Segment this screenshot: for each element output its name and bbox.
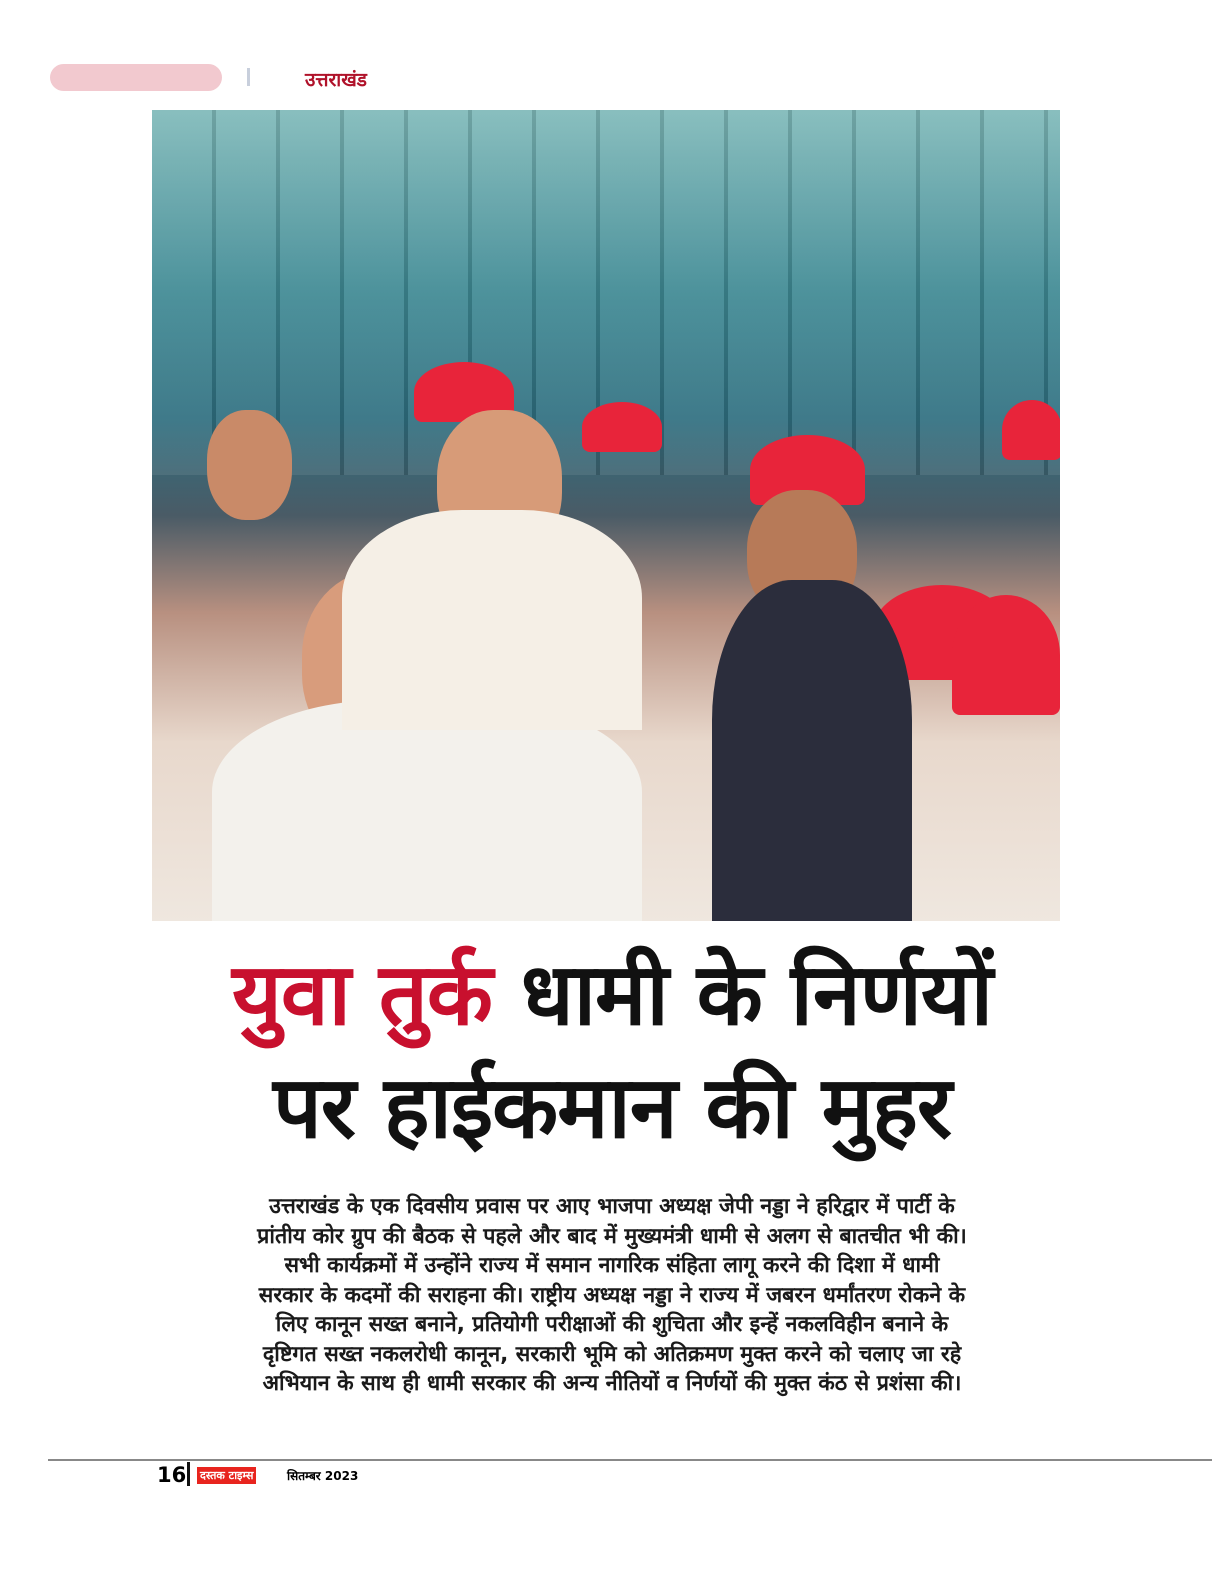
footer-divider bbox=[187, 1462, 190, 1486]
headline-line-1-rest: धामी के निर्णयों bbox=[520, 945, 993, 1045]
page-number: 16 bbox=[157, 1463, 187, 1487]
intro-line: उत्तराखंड के एक दिवसीय प्रवास पर आए भाजपा अध्यक्ष जेपी नड्डा ने हरिद्वार में पार्टी के bbox=[269, 1194, 955, 1219]
intro-line: सभी कार्यक्रमों में उन्होंने राज्य में समान नागरिक संहिता लागू करने की दिशा में धामी bbox=[284, 1253, 940, 1278]
intro-line: सरकार के कदमों की सराहना की। राष्ट्रीय अध्यक्ष नड्डा ने राज्य में जबरन धर्मांतरण रोकने के bbox=[258, 1282, 966, 1308]
footer-rule bbox=[48, 1459, 1212, 1461]
headline-line-2: पर हाईकमान की मुहर bbox=[272, 1058, 952, 1158]
intro-line: अभियान के साथ ही धामी सरकार की अन्य नीतियों व निर्णयों की मुक्त कंठ से प्रशंसा की। bbox=[262, 1371, 962, 1396]
headline-highlight: युवा तुर्क bbox=[231, 945, 492, 1045]
section-tab-decoration bbox=[50, 64, 222, 91]
article-photo bbox=[152, 110, 1060, 921]
intro-line: प्रांतीय कोर ग्रुप की बैठक से पहले और बाद में मुख्यमंत्री धामी से अलग से बातचीत भी की। bbox=[257, 1223, 967, 1249]
headline-line-1 bbox=[0, 945, 1224, 1045]
article-intro bbox=[150, 1192, 1074, 1399]
intro-line: लिए कानून सख्त बनाने, प्रतियोगी परीक्षाओं की शुचिता और इन्हें नकलविहीन बनाने के bbox=[275, 1312, 949, 1337]
issue-date: सितम्बर 2023 bbox=[287, 1469, 359, 1483]
intro-line: दृष्टिगत सख्त नकलरोधी कानून, सरकारी भूमि को अतिक्रमण मुक्त करने को चलाए जा रहे bbox=[262, 1341, 962, 1367]
magazine-logo: दस्तक टाइम्स bbox=[197, 1467, 256, 1484]
divider bbox=[247, 68, 250, 86]
section-label: उत्तराखंड bbox=[305, 69, 367, 91]
